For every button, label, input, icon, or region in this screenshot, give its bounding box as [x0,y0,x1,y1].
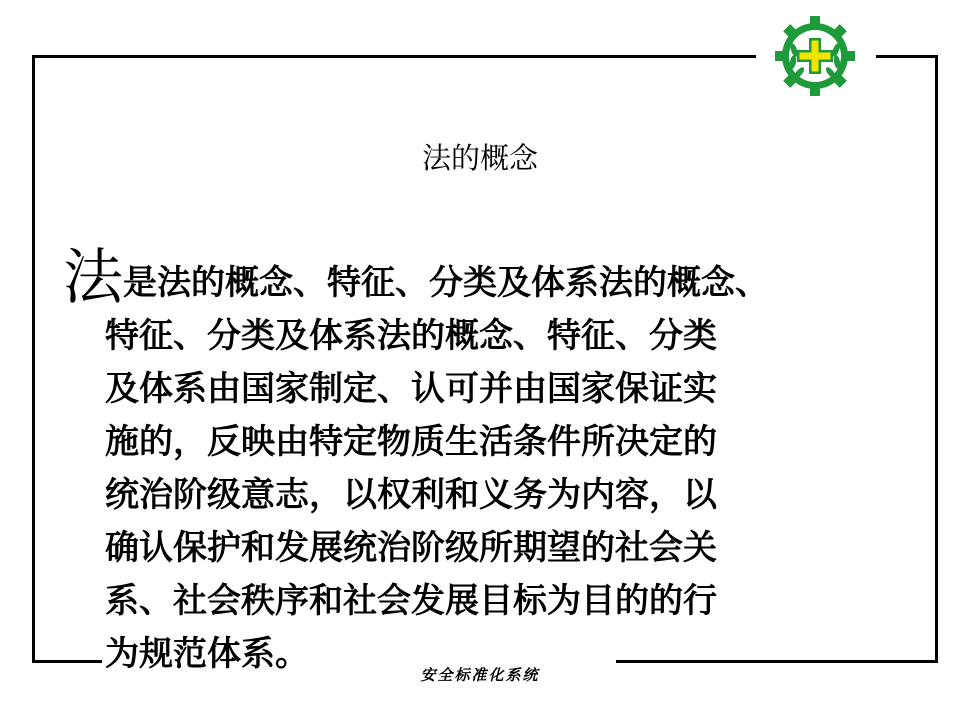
body-line-text: 是法的概念、特征、分类及体系法的概念、 [123,263,769,303]
body-line: 施的，反映由特定物质生活条件所决定的 [105,422,717,462]
body-line: 为规范体系。 [105,634,309,674]
slide-title: 法的概念 [421,141,538,175]
safety-cross-gear-logo-icon [773,14,857,98]
footer-label: 安全标准化系统 [420,666,540,684]
body-line [63,243,945,313]
body-line: 统治阶级意志，以权利和义务为内容，以 [105,475,717,515]
lead-character: 法 [63,243,123,313]
body-paragraph [63,243,945,681]
frame-top-right-line [876,55,938,58]
body-line: 特征、分类及体系法的概念、特征、分类 [105,316,717,356]
body-line: 确认保护和发展统治阶级所期望的社会关 [105,528,717,568]
frame-bottom-left-line [32,660,102,663]
body-line: 及体系由国家制定、认可并由国家保证实 [105,369,717,409]
body-line: 系、社会秩序和社会发展目标为目的的行 [105,581,717,621]
frame-top-left-line [32,55,756,58]
